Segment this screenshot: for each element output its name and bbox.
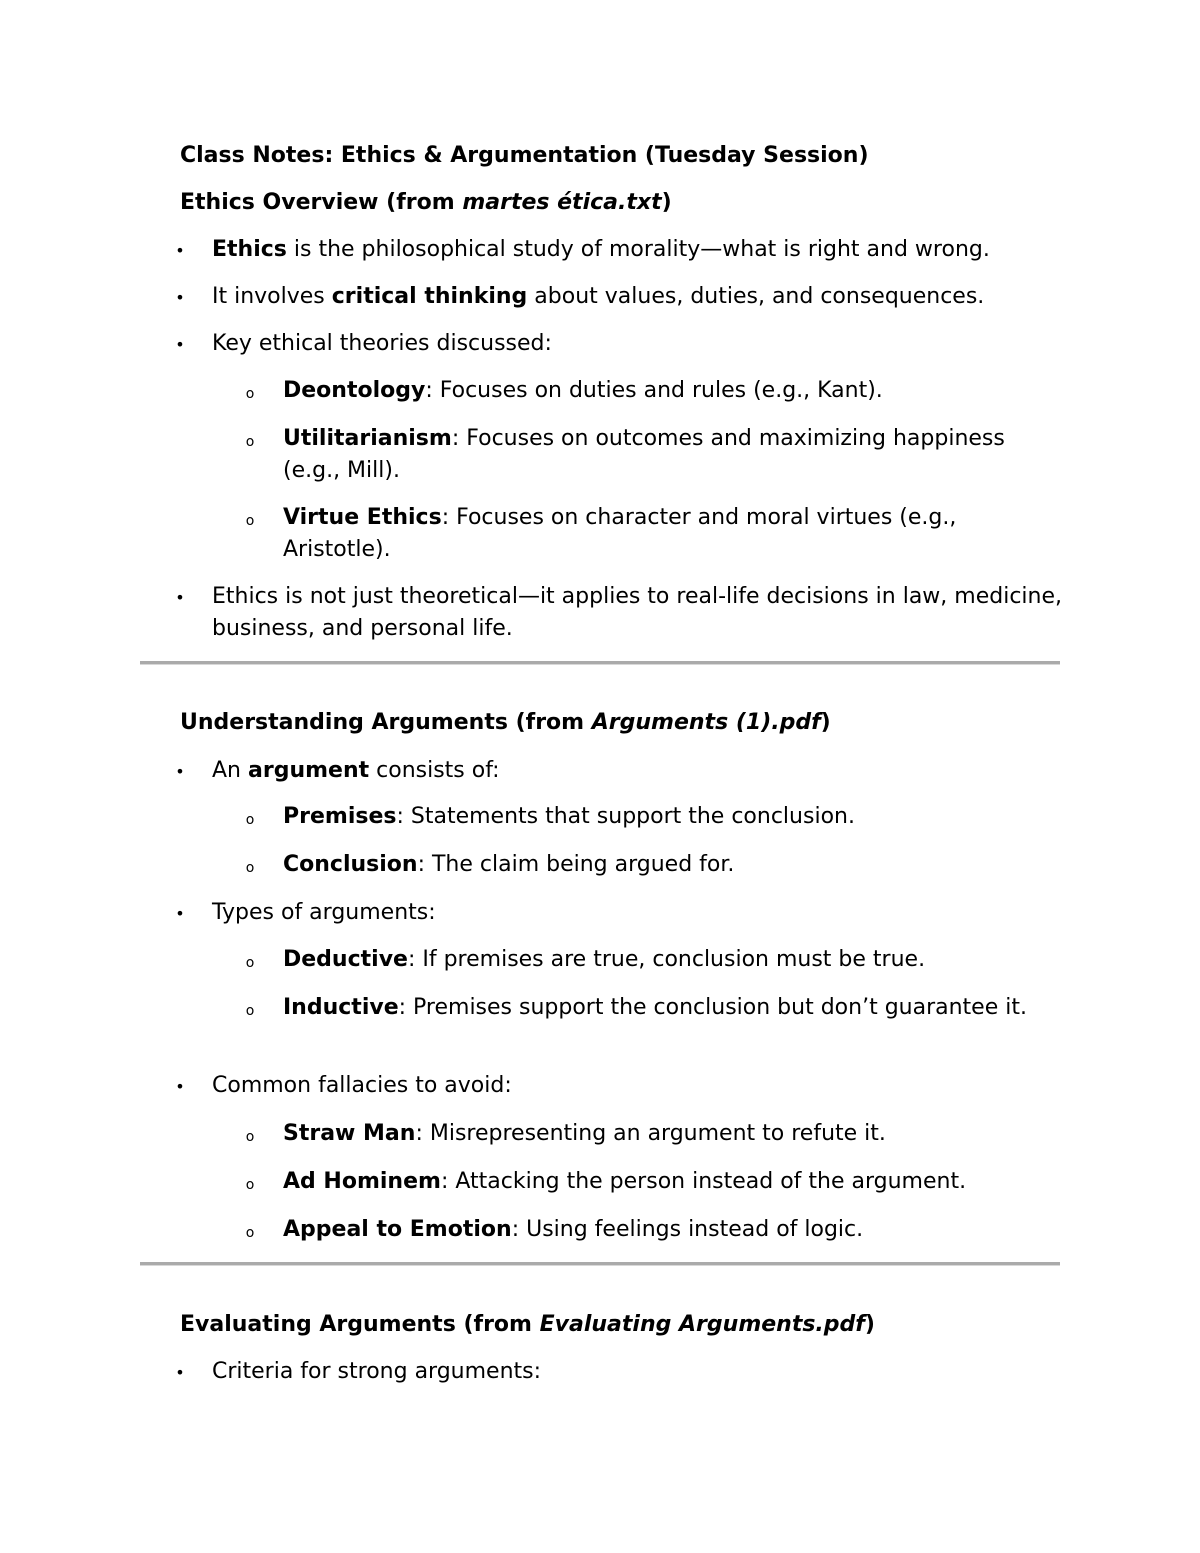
sub-bullet-icon: o [245,386,255,402]
bullet-icon: • [175,288,185,307]
sub-bullet-icon: o [245,434,255,450]
item-text: : Attacking the person instead of the argument. [440,1169,967,1194]
list-item: Types of arguments: [212,900,436,925]
list-item [212,234,1062,266]
list-item [212,281,1062,313]
bullet-icon: • [175,904,185,923]
term: Deontology [283,378,426,403]
item-text: It involves [212,284,332,309]
term: Deductive [283,947,408,972]
sub-list-item [283,502,1063,566]
bullet-icon: • [175,1363,185,1382]
list-item: Ethics is not just theoretical—it applies to real-life decisions in law, medicine, business, and personal life. [212,584,1062,641]
sub-bullet-icon: o [245,1129,255,1145]
term: Premises [283,804,397,829]
sub-list-item [283,801,1063,833]
term: argument [248,758,370,783]
sub-list-item [283,849,1063,881]
item-text: : Focuses on character and moral virtues (e.g., Aristotle). [283,505,957,562]
heading-source-file: martes ética.txt [462,190,662,215]
item-text: about values, duties, and consequences. [527,284,985,309]
list-item: Common fallacies to avoid: [212,1073,512,1098]
bullet-icon: • [175,241,185,260]
item-text: consists of: [369,758,500,783]
term: Inductive [283,995,399,1020]
item-text: : Focuses on duties and rules (e.g., Kant). [425,378,883,403]
section-divider [140,661,1060,665]
section-heading-evaluating-arguments [180,1311,875,1339]
bullet-icon: • [175,1077,185,1096]
term: critical thinking [331,284,528,309]
sub-bullet-icon: o [245,1225,255,1241]
section-heading-ethics-overview [180,189,672,217]
term: Straw Man [283,1121,416,1146]
item-text: : Premises support the conclusion but don’t guarantee it. [398,995,1027,1020]
term: Ad Hominem [283,1169,441,1194]
heading-source-file: Arguments (1).pdf [591,710,821,735]
section-divider [140,1262,1060,1266]
bullet-icon: • [175,335,185,354]
list-item [212,755,1062,787]
list-item: Criteria for strong arguments: [212,1359,542,1384]
heading-text: Ethics Overview (from [180,190,463,215]
sub-list-item [283,992,1063,1024]
item-text: : Using feelings instead of logic. [511,1217,864,1242]
heading-source-file: Evaluating Arguments.pdf [539,1312,865,1337]
sub-bullet-icon: o [245,1003,255,1019]
heading-suffix: ) [864,1312,875,1337]
term: Utilitarianism [283,426,452,451]
bullet-icon: • [175,762,185,781]
term: Ethics [212,237,287,262]
item-text: is the philosophical study of morality—what is right and wrong. [286,237,990,262]
sub-bullet-icon: o [245,955,255,971]
item-text: : Misrepresenting an argument to refute it. [415,1121,886,1146]
item-text: : If premises are true, conclusion must be true. [407,947,926,972]
item-text: : Focuses on outcomes and maximizing happiness (e.g., Mill). [283,426,1005,483]
sub-list-item [283,1166,1063,1198]
sub-list-item [283,1118,1063,1150]
bullet-icon: • [175,588,185,607]
heading-text: Evaluating Arguments (from [180,1312,540,1337]
sub-bullet-icon: o [245,1177,255,1193]
sub-list-item [283,944,1063,976]
sub-list-item [283,423,1063,487]
sub-list-item [283,375,1063,407]
list-item: Key ethical theories discussed: [212,331,552,356]
sub-bullet-icon: o [245,860,255,876]
heading-suffix: ) [661,190,672,215]
document-title: Class Notes: Ethics & Argumentation (Tuesday Session) [180,143,869,168]
item-text: An [212,758,248,783]
heading-suffix: ) [820,710,831,735]
item-text: : The claim being argued for. [417,852,735,877]
heading-text: Understanding Arguments (from [180,710,592,735]
section-heading-understanding-arguments [180,709,831,737]
term: Conclusion [283,852,418,877]
sub-bullet-icon: o [245,513,255,529]
sub-list-item [283,1214,1063,1246]
term: Appeal to Emotion [283,1217,512,1242]
sub-bullet-icon: o [245,812,255,828]
item-text: : Statements that support the conclusion. [396,804,855,829]
term: Virtue Ethics [283,505,442,530]
